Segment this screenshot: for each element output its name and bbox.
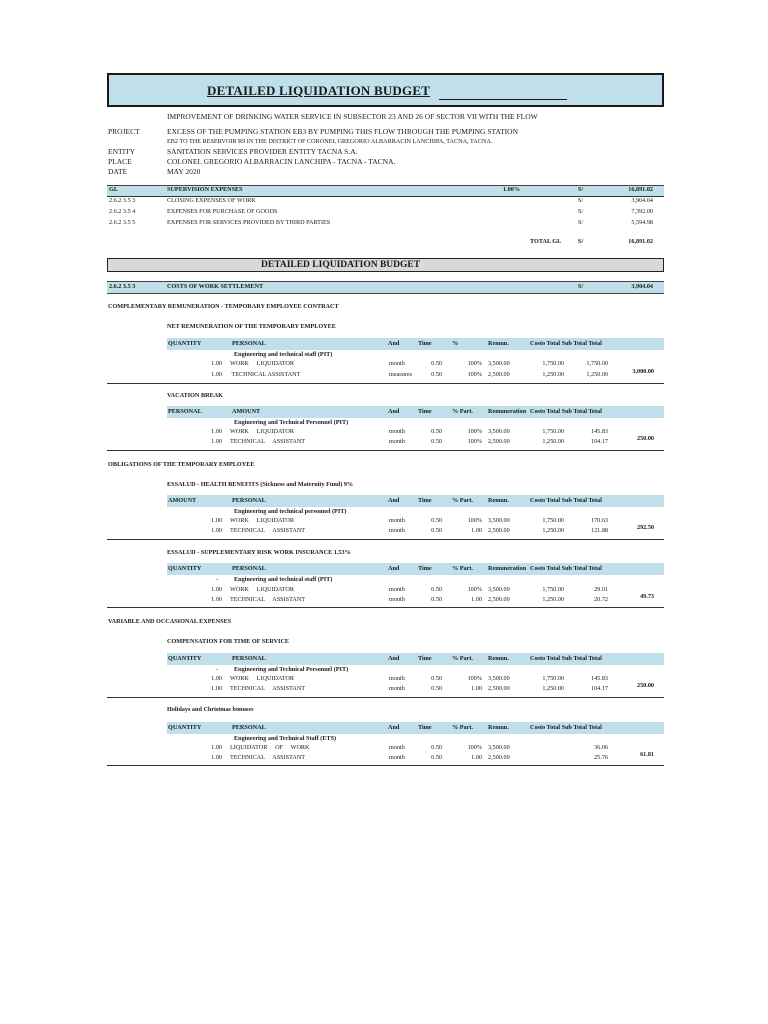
header-cell: QUANTITY bbox=[168, 565, 202, 572]
row-cost-total: 1,250.00 bbox=[542, 527, 564, 534]
gl-row-code: 2.6.2 3.5 5 bbox=[109, 219, 136, 226]
obligations-title: OBLIGATIONS OF THE TEMPORARY EMPLOYEE bbox=[108, 461, 255, 468]
row-time: 0.50 bbox=[431, 428, 442, 435]
project-line-2: EXCESS OF THE PUMPING STATION EB3 BY PUMPING THIS FLOW THROUGH THE PUMPING STATION bbox=[167, 127, 518, 136]
gl-name: SUPERVISION EXPENSES bbox=[167, 186, 243, 193]
row-remuneration: 2,500.00 bbox=[488, 438, 510, 445]
row-quantity: 1.00 bbox=[211, 675, 222, 682]
row-subtotal: 1,750.00 bbox=[586, 360, 608, 367]
row-personal: WORK LIQUIDATOR bbox=[230, 360, 294, 367]
row-cost-total: 1,250.00 bbox=[542, 596, 564, 603]
header-cell: And bbox=[388, 408, 400, 415]
row-remuneration: 2,500.00 bbox=[488, 371, 510, 378]
row-percent: 100% bbox=[467, 360, 482, 367]
row-remuneration: 2,500.00 bbox=[488, 527, 510, 534]
section-total: 61.81 bbox=[640, 751, 654, 758]
row-percent: 100% bbox=[467, 428, 482, 435]
section-divider bbox=[107, 765, 664, 766]
section-total: 49.73 bbox=[640, 593, 654, 600]
place-label: PLACE bbox=[108, 157, 132, 166]
row-personal: TECHNICAL ASSISTANT bbox=[230, 371, 301, 378]
row-unit: month bbox=[389, 527, 405, 534]
row-personal: WORK LIQUIDATOR bbox=[230, 675, 294, 682]
row-subtotal: 20.72 bbox=[594, 596, 608, 603]
gl-row-amount: 5,594.98 bbox=[631, 219, 653, 226]
gl-row-currency: S/ bbox=[578, 208, 584, 215]
section-divider bbox=[107, 697, 664, 698]
row-unit: measures bbox=[389, 371, 413, 378]
variable-expenses-title: VARIABLE AND OCCASIONAL EXPENSES bbox=[108, 618, 232, 625]
row-subtotal: 1,250.00 bbox=[586, 371, 608, 378]
header-cell: % Part. bbox=[452, 408, 473, 415]
header-cell: % bbox=[452, 340, 459, 347]
row-percent: 100% bbox=[467, 438, 482, 445]
group-label: Engineering and technical staff (PIT) bbox=[234, 351, 333, 358]
row-time: 0.50 bbox=[431, 438, 442, 445]
header-cell: % Part. bbox=[452, 565, 473, 572]
section-title: COMPENSATION FOR TIME OF SERVICE bbox=[167, 638, 290, 645]
row-cost-total: 1,750.00 bbox=[542, 675, 564, 682]
row-percent: 1.00 bbox=[471, 527, 482, 534]
section-total: 250.00 bbox=[636, 682, 654, 689]
row-time: 0.50 bbox=[431, 744, 442, 751]
header-cell: Time bbox=[418, 565, 432, 572]
header-cell: Remun. bbox=[488, 724, 509, 731]
row-personal: WORK LIQUIDATOR bbox=[230, 517, 294, 524]
row-unit: month bbox=[389, 744, 405, 751]
section-title: NET REMUNERATION OF THE TEMPORARY EMPLOYEE bbox=[167, 323, 336, 330]
group-label: Engineering and technical personnel (PIT) bbox=[234, 508, 347, 515]
header-cell: Costo Total Sub Total Total bbox=[530, 655, 602, 662]
header-cell: Costo Total Sub Total Total bbox=[530, 724, 602, 731]
row-unit: month bbox=[389, 596, 405, 603]
header-cell: And bbox=[388, 497, 400, 504]
header-cell: Time bbox=[418, 340, 432, 347]
header-cell: PERSONAL bbox=[168, 408, 202, 415]
row-quantity: 1.00 bbox=[211, 428, 222, 435]
gl-divider bbox=[107, 196, 664, 197]
row-time: 0.50 bbox=[431, 596, 442, 603]
gl-row-name: EXPENSES FOR PURCHASE OF GOODS bbox=[167, 208, 278, 215]
row-quantity: 1.00 bbox=[211, 744, 222, 751]
row-quantity: 1.00 bbox=[211, 596, 222, 603]
gl-row-code: 2.6.2 3.5 3 bbox=[109, 197, 136, 204]
row-cost-total: 1,250.00 bbox=[542, 438, 564, 445]
row-quantity: 1.00 bbox=[211, 527, 222, 534]
header-cell: Remuneration bbox=[488, 565, 527, 572]
group-label: Engineering and technical staff (PIT) bbox=[234, 576, 333, 583]
header-cell: % Part. bbox=[452, 655, 473, 662]
gl-row-currency: S/ bbox=[578, 219, 584, 226]
row-percent: 1.00 bbox=[471, 754, 482, 761]
header-cell: PERSONAL bbox=[232, 340, 266, 347]
entity-label: ENTITY bbox=[108, 147, 136, 156]
header-cell: PERSONAL bbox=[232, 724, 266, 731]
row-percent: 1.00 bbox=[471, 685, 482, 692]
row-subtotal: 36.06 bbox=[594, 744, 608, 751]
gl-currency: S/ bbox=[578, 186, 584, 193]
row-unit: month bbox=[389, 438, 405, 445]
section-title: ESSALUD - SUPPLEMENTARY RISK WORK INSURANCE 1.53% bbox=[167, 549, 351, 556]
row-unit: month bbox=[389, 675, 405, 682]
header-cell: AMOUNT bbox=[168, 497, 197, 504]
row-remuneration: 3,500.00 bbox=[488, 586, 510, 593]
header-cell: Time bbox=[418, 655, 432, 662]
date-value: MAY 2020 bbox=[167, 167, 201, 176]
header-cell: QUANTITY bbox=[168, 340, 202, 347]
settlement-name: COSTS OF WORK SETTLEMENT bbox=[167, 283, 264, 290]
row-quantity: 1.00 bbox=[211, 360, 222, 367]
subtitle: DETAILED LIQUIDATION BUDGET bbox=[261, 260, 421, 270]
gl-pct: 1.00% bbox=[503, 186, 521, 193]
group-dash: - bbox=[216, 666, 219, 673]
section-total: 292.50 bbox=[636, 524, 654, 531]
row-time: 0.50 bbox=[431, 371, 442, 378]
date-label: DATE bbox=[108, 167, 128, 176]
header-cell: Time bbox=[418, 724, 432, 731]
project-label: PROJECT bbox=[108, 127, 140, 136]
row-percent: 100% bbox=[467, 371, 482, 378]
group-label: Engineering and Technical Personnel (PIT) bbox=[234, 419, 349, 426]
row-subtotal: 29.01 bbox=[594, 586, 608, 593]
header-cell: % Part. bbox=[452, 724, 473, 731]
row-personal: WORK LIQUIDATOR bbox=[230, 428, 294, 435]
settlement-currency: S/ bbox=[578, 283, 584, 290]
total-gl-currency: S/ bbox=[578, 238, 584, 245]
row-personal: TECHNICAL ASSISTANT bbox=[230, 754, 306, 761]
row-subtotal: 121.88 bbox=[590, 527, 608, 534]
gl-row-name: EXPENSES FOR SERVICES PROVIDED BY THIRD PARTIES bbox=[167, 219, 331, 226]
row-time: 0.50 bbox=[431, 586, 442, 593]
section-divider bbox=[107, 607, 664, 608]
header-cell: Costo Total Sub Total Total bbox=[530, 408, 602, 415]
row-unit: month bbox=[389, 754, 405, 761]
group-label: Engineering and Technical Personnel (PIT) bbox=[234, 666, 349, 673]
row-personal: TECHNICAL ASSISTANT bbox=[230, 527, 306, 534]
header-cell: Costo Total Sub Total Total bbox=[530, 497, 602, 504]
row-personal: LIQUIDATOR OF WORK bbox=[230, 744, 310, 751]
section-divider bbox=[107, 539, 664, 540]
row-unit: month bbox=[389, 586, 405, 593]
row-subtotal: 170.63 bbox=[590, 517, 608, 524]
gl-row-amount: 7,392.00 bbox=[631, 208, 653, 215]
row-remuneration: 2,500.00 bbox=[488, 596, 510, 603]
row-cost-total: 1,250.00 bbox=[542, 371, 564, 378]
header-cell: Remun. bbox=[488, 497, 509, 504]
header-cell: And bbox=[388, 340, 400, 347]
place-value: COLONEL GREGORIO ALBARRACIN LANCHIPA - TACNA - TACNA. bbox=[167, 157, 396, 166]
group-dash: - bbox=[216, 576, 219, 583]
row-time: 0.50 bbox=[431, 527, 442, 534]
row-time: 0.50 bbox=[431, 517, 442, 524]
header-cell: PERSONAL bbox=[232, 497, 266, 504]
row-personal: TECHNICAL ASSISTANT bbox=[230, 685, 306, 692]
row-cost-total: 1,750.00 bbox=[542, 517, 564, 524]
row-time: 0.50 bbox=[431, 360, 442, 367]
title-box bbox=[107, 73, 664, 107]
header-cell: Remun. bbox=[488, 655, 509, 662]
gl-row-name: CLOSING EXPENSES OF WORK bbox=[167, 197, 256, 204]
row-time: 0.50 bbox=[431, 675, 442, 682]
gl-row-amount: 3,904.04 bbox=[631, 197, 653, 204]
section-title: VACATION BREAK bbox=[167, 392, 223, 399]
row-percent: 1.00 bbox=[471, 596, 482, 603]
header-cell: And bbox=[388, 724, 400, 731]
row-personal: TECHNICAL ASSISTANT bbox=[230, 596, 306, 603]
header-cell: Remuneration bbox=[488, 408, 527, 415]
row-quantity: 1.00 bbox=[211, 371, 222, 378]
row-unit: month bbox=[389, 360, 405, 367]
row-quantity: 1.00 bbox=[211, 517, 222, 524]
row-percent: 100% bbox=[467, 517, 482, 524]
subtitle-box bbox=[107, 258, 664, 272]
complementary-title: COMPLEMENTARY REMUNERATION - TEMPORARY EMPLOYEE CONTRACT bbox=[108, 303, 339, 310]
row-cost-total: 1,750.00 bbox=[542, 586, 564, 593]
row-remuneration: 3,500.00 bbox=[488, 517, 510, 524]
row-remuneration: 3,500.00 bbox=[488, 360, 510, 367]
row-unit: month bbox=[389, 685, 405, 692]
group-label: Engineering and Technical Staff (ETS) bbox=[234, 735, 337, 742]
gl-row-currency: S/ bbox=[578, 197, 584, 204]
header-cell: Time bbox=[418, 497, 432, 504]
row-unit: month bbox=[389, 428, 405, 435]
header-cell: Remun. bbox=[488, 340, 509, 347]
row-personal: WORK LIQUIDATOR bbox=[230, 586, 294, 593]
section-title: ESSALUD - HEALTH BENEFITS (Sickness and Maternity Fund) 9% bbox=[167, 481, 354, 488]
row-remuneration: 3,500.00 bbox=[488, 428, 510, 435]
row-remuneration: 3,500.00 bbox=[488, 675, 510, 682]
row-subtotal: 104.17 bbox=[590, 685, 608, 692]
gl-amount: 16,891.02 bbox=[628, 186, 653, 193]
project-line-3: EB2 TO THE RESERVOIR R9 IN THE DISTRICT OF CORONEL GREGORIO ALBARRACIN LANCHIPA, TACNA, TACNA. bbox=[167, 138, 493, 145]
section-total: 3,000.00 bbox=[632, 368, 654, 375]
row-remuneration: 2,500.00 bbox=[488, 685, 510, 692]
row-subtotal: 104.17 bbox=[590, 438, 608, 445]
header-cell: And bbox=[388, 655, 400, 662]
row-time: 0.50 bbox=[431, 754, 442, 761]
entity-value: SANITATION SERVICES PROVIDER ENTITY TACNA S.A. bbox=[167, 147, 358, 156]
header-cell: PERSONAL bbox=[232, 655, 266, 662]
row-subtotal: 145.83 bbox=[590, 675, 608, 682]
row-personal: TECHNICAL ASSISTANT bbox=[230, 438, 306, 445]
total-gl-label: TOTAL GL bbox=[530, 238, 562, 245]
header-cell: Costo Total Sub Total Total bbox=[530, 565, 602, 572]
section-divider bbox=[107, 383, 664, 384]
row-cost-total: 1,750.00 bbox=[542, 428, 564, 435]
row-time: 0.50 bbox=[431, 685, 442, 692]
row-cost-total: 1,250.00 bbox=[542, 685, 564, 692]
header-cell: AMOUNT bbox=[232, 408, 261, 415]
row-quantity: 1.00 bbox=[211, 438, 222, 445]
header-cell: Costo Total Sub Total Total bbox=[530, 340, 602, 347]
section-divider bbox=[107, 450, 664, 451]
row-percent: 100% bbox=[467, 744, 482, 751]
header-cell: QUANTITY bbox=[168, 724, 202, 731]
section-title: Holidays and Christmas bonuses bbox=[167, 706, 254, 713]
row-cost-total: 1,750.00 bbox=[542, 360, 564, 367]
settlement-amount: 3,904.04 bbox=[631, 283, 653, 290]
row-subtotal: 25.76 bbox=[594, 754, 608, 761]
row-percent: 100% bbox=[467, 586, 482, 593]
header-cell: Time bbox=[418, 408, 432, 415]
row-percent: 100% bbox=[467, 675, 482, 682]
header-cell: % Part. bbox=[452, 497, 473, 504]
page-title: DETAILED LIQUIDATION BUDGET bbox=[207, 83, 431, 98]
header-cell: PERSONAL bbox=[232, 565, 266, 572]
row-quantity: 1.00 bbox=[211, 586, 222, 593]
row-quantity: 1.00 bbox=[211, 754, 222, 761]
total-gl-amount: 16,891.02 bbox=[628, 238, 653, 245]
row-remuneration: 3,500.00 bbox=[488, 744, 510, 751]
header-cell: And bbox=[388, 565, 400, 572]
row-remuneration: 2,500.00 bbox=[488, 754, 510, 761]
gl-row-code: 2.6.2 3.5 4 bbox=[109, 208, 136, 215]
project-line-1: IMPROVEMENT OF DRINKING WATER SERVICE IN SUBSECTOR 23 AND 26 OF SECTOR VII WITH THE FLOW bbox=[167, 112, 538, 121]
title-underline bbox=[439, 99, 567, 100]
row-unit: month bbox=[389, 517, 405, 524]
section-total: 250.00 bbox=[636, 435, 654, 442]
header-cell: QUANTITY bbox=[168, 655, 202, 662]
gl-code: GL bbox=[109, 186, 118, 193]
row-quantity: 1.00 bbox=[211, 685, 222, 692]
settlement-code: 2.6.2 3.5 3 bbox=[109, 283, 136, 290]
row-subtotal: 145.83 bbox=[590, 428, 608, 435]
